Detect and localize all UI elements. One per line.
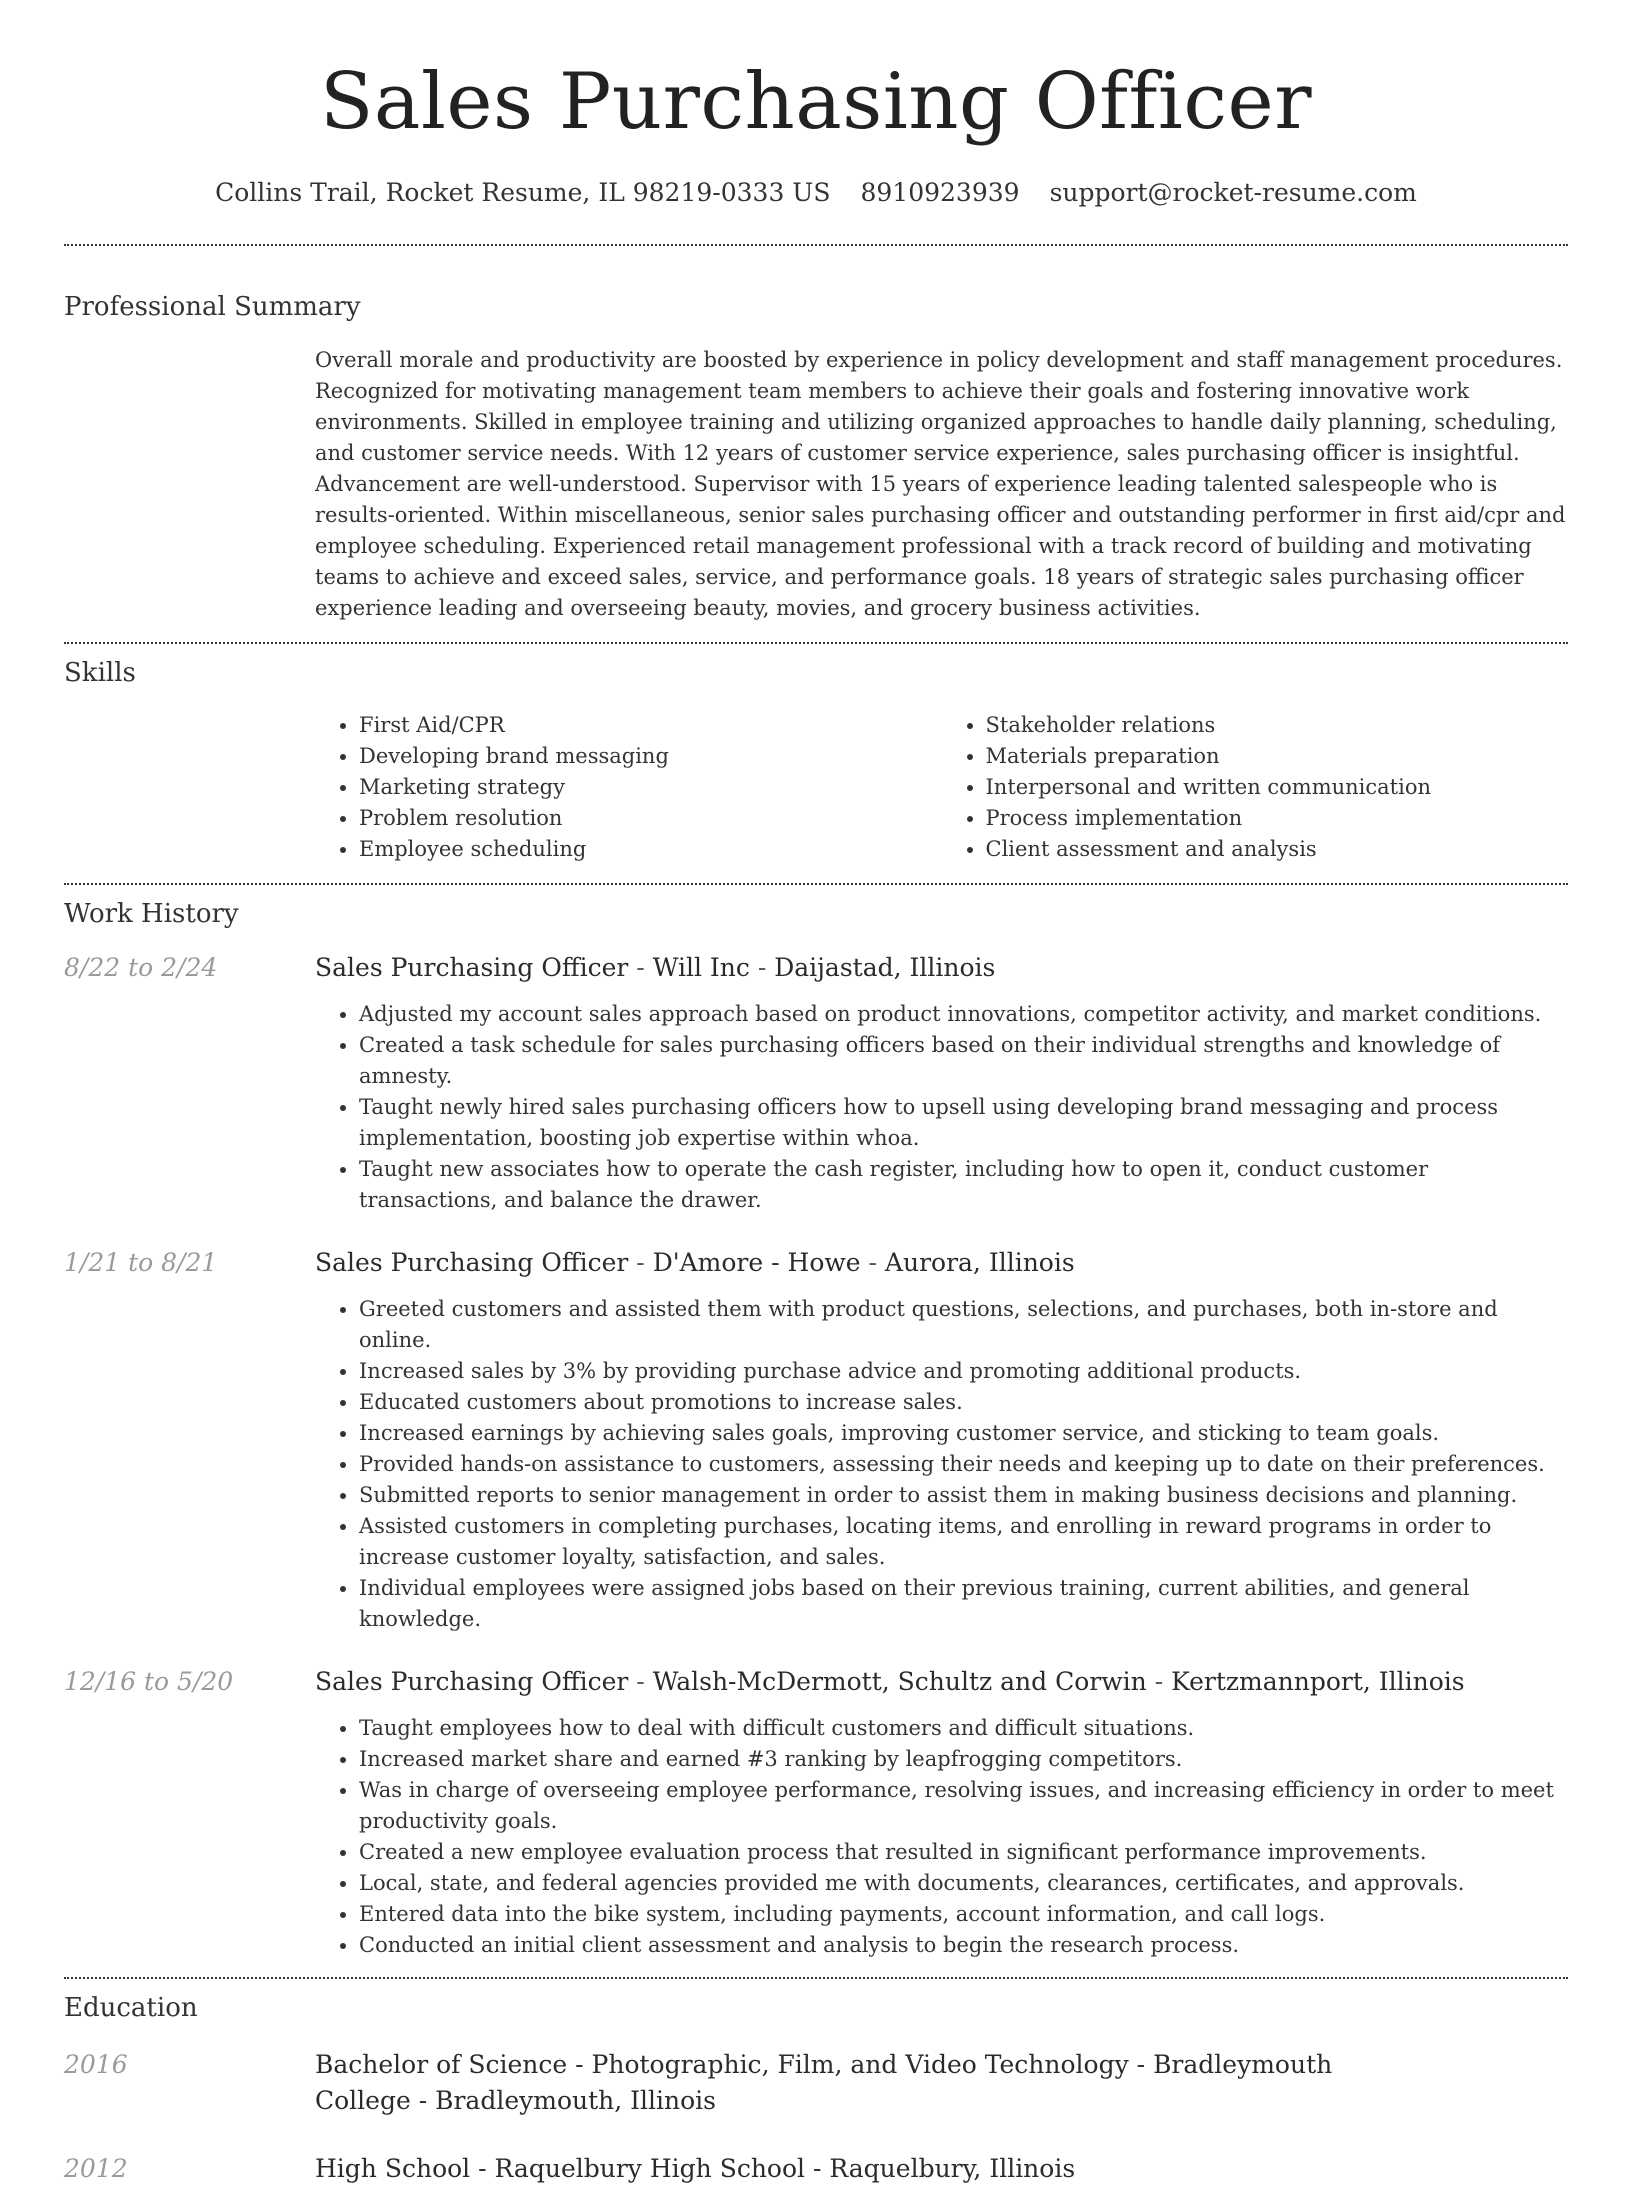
education-degree: Bachelor of Science xyxy=(315,2050,568,2079)
job-bullet: • Conducted an initial client assessment and analysis to begin the research process. xyxy=(359,1930,1568,1961)
job-bullet: • Educated customers about promotions to increase sales. xyxy=(359,1387,1568,1418)
job-bullet: • Increased earnings by achieving sales goals, improving customer service, and sticking to team goals. xyxy=(359,1418,1568,1449)
skill-item: • First Aid/CPR xyxy=(359,710,942,741)
work-history-heading: Work History xyxy=(64,899,239,929)
education-entry xyxy=(64,2151,1568,2187)
job-bullet: • Created a task schedule for sales purchasing officers based on their individual strengths and knowledge of amnesty. xyxy=(359,1030,1568,1092)
job-heading: Sales Purchasing Officer - Will Inc - Daijastad, Illinois xyxy=(315,953,996,982)
education-location: Bradleymouth, Illinois xyxy=(435,2086,716,2115)
skills-list xyxy=(315,710,1568,865)
job-dates: 12/16 to 5/20 xyxy=(64,1667,234,1696)
skill-item: • Client assessment and analysis xyxy=(986,834,1569,865)
job-company: D'Amore - Howe xyxy=(652,1248,861,1277)
section-divider xyxy=(64,1977,1568,1979)
job-bullet: • Local, state, and federal agencies provided me with documents, clearances, certificates, and approvals. xyxy=(359,1868,1568,1899)
job-heading: Sales Purchasing Officer - Walsh-McDermott, Schultz and Corwin - Kertzmannport, Illinois xyxy=(315,1667,1465,1696)
job-company: Walsh-McDermott, Schultz and Corwin xyxy=(652,1667,1147,1696)
skills-column-right xyxy=(942,710,1569,865)
resume-name: Sales Purchasing Officer xyxy=(320,57,1312,147)
job-bullets xyxy=(315,999,1568,1216)
summary-text: Overall morale and productivity are boosted by experience in policy development and staff management procedures. Recognized for motivating management team members to achieve their goals and fostering innovative work environments. Skilled in employee training and utilizing organized approaches to handle daily planning, scheduling, and customer service needs. With 12 years of customer service experience, sales purchasing officer is insightful. Advancement are well-understood. Supervisor with 15 years of experience leading talented salespeople who is results-oriented. Within miscellaneous, senior sales purchasing officer and outstanding performer in first aid/cpr and employee scheduling. Experienced retail management professional with a track record of building and motivating teams to achieve and exceed sales, service, and performance goals. 18 years of strategic sales purchasing officer experience leading and overseeing beauty, movies, and grocery business activities. xyxy=(315,348,1566,620)
education-year: 2012 xyxy=(64,2154,128,2183)
skill-item: • Problem resolution xyxy=(359,803,942,834)
job-bullet: • Assisted customers in completing purchases, locating items, and enrolling in reward programs in order to increase customer loyalty, satisfaction, and sales. xyxy=(359,1511,1568,1573)
job-dates: 8/22 to 2/24 xyxy=(64,953,218,982)
contact-line xyxy=(64,176,1568,210)
contact-phone: 8910923939 xyxy=(860,178,1020,207)
education-year: 2016 xyxy=(64,2050,128,2079)
job-bullet: • Taught newly hired sales purchasing officers how to upsell using developing brand messaging and process implementation, boosting job expertise within whoa. xyxy=(359,1092,1568,1154)
job-bullet: • Increased sales by 3% by providing purchase advice and promoting additional products. xyxy=(359,1356,1568,1387)
summary-heading: Professional Summary xyxy=(64,292,361,322)
education-heading: Education xyxy=(64,1993,198,2023)
section-divider xyxy=(64,883,1568,885)
job-entry xyxy=(64,1246,1568,1635)
job-location: Aurora, Illinois xyxy=(884,1248,1075,1277)
education-entry xyxy=(64,2047,1568,2119)
job-bullet: • Entered data into the bike system, including payments, account information, and call logs. xyxy=(359,1899,1568,1930)
job-bullet: • Was in charge of overseeing employee performance, resolving issues, and increasing efficiency in order to meet productivity goals. xyxy=(359,1775,1568,1837)
skill-item: • Employee scheduling xyxy=(359,834,942,865)
education-location: Raquelbury, Illinois xyxy=(829,2154,1076,2183)
job-bullet: • Individual employees were assigned jobs based on their previous training, current abilities, and general knowledge. xyxy=(359,1573,1568,1635)
skill-item: • Materials preparation xyxy=(986,741,1569,772)
skill-item: • Process implementation xyxy=(986,803,1569,834)
job-bullet: • Increased market share and earned #3 ranking by leapfrogging competitors. xyxy=(359,1744,1568,1775)
contact-address: Collins Trail, Rocket Resume, IL 98219-0333 US xyxy=(215,178,831,207)
education-field: Photographic, Film, and Video Technology xyxy=(591,2050,1129,2079)
skills-column-left xyxy=(315,710,942,865)
job-heading: Sales Purchasing Officer - D'Amore - Howe - Aurora, Illinois xyxy=(315,1248,1075,1277)
job-bullet: • Adjusted my account sales approach based on product innovations, competitor activity, and market conditions. xyxy=(359,999,1568,1030)
job-company: Will Inc xyxy=(652,953,750,982)
education-details: Bachelor of Science - Photographic, Film, and Video Technology - Bradleymouth College - Bradleymouth, Illinois xyxy=(315,2050,1333,2115)
job-location: Kertzmannport, Illinois xyxy=(1171,1667,1465,1696)
skill-item: • Stakeholder relations xyxy=(986,710,1569,741)
resume-page xyxy=(64,0,1568,2187)
education-school: Bradleymouth College xyxy=(315,2050,1333,2115)
education-degree: High School xyxy=(315,2154,471,2183)
job-dates: 1/21 to 8/21 xyxy=(64,1248,218,1277)
section-divider xyxy=(64,642,1568,644)
job-entry xyxy=(64,1665,1568,1961)
job-bullets xyxy=(315,1713,1568,1961)
job-bullet: • Submitted reports to senior management in order to assist them in making business decisions and planning. xyxy=(359,1480,1568,1511)
job-bullet: • Taught new associates how to operate the cash register, including how to open it, conduct customer transactions, and balance the drawer. xyxy=(359,1154,1568,1216)
skill-item: • Marketing strategy xyxy=(359,772,942,803)
job-bullet: • Provided hands-on assistance to customers, assessing their needs and keeping up to date on their preferences. xyxy=(359,1449,1568,1480)
contact-email: support@rocket-resume.com xyxy=(1049,178,1417,207)
skill-item: • Interpersonal and written communication xyxy=(986,772,1569,803)
skill-item: • Developing brand messaging xyxy=(359,741,942,772)
education-school: Raquelbury High School xyxy=(494,2154,806,2183)
skills-heading: Skills xyxy=(64,658,136,688)
job-bullet: • Taught employees how to deal with difficult customers and difficult situations. xyxy=(359,1713,1568,1744)
job-role: Sales Purchasing Officer xyxy=(315,1667,629,1696)
job-bullet: • Created a new employee evaluation process that resulted in significant performance improvements. xyxy=(359,1837,1568,1868)
job-bullet: • Greeted customers and assisted them with product questions, selections, and purchases, both in-store and online. xyxy=(359,1294,1568,1356)
job-location: Daijastad, Illinois xyxy=(774,953,996,982)
job-entry xyxy=(64,951,1568,1216)
education-details: High School - Raquelbury High School - Raquelbury, Illinois xyxy=(315,2154,1076,2183)
section-divider xyxy=(64,244,1568,246)
job-role: Sales Purchasing Officer xyxy=(315,1248,629,1277)
job-role: Sales Purchasing Officer xyxy=(315,953,629,982)
job-bullets xyxy=(315,1294,1568,1635)
